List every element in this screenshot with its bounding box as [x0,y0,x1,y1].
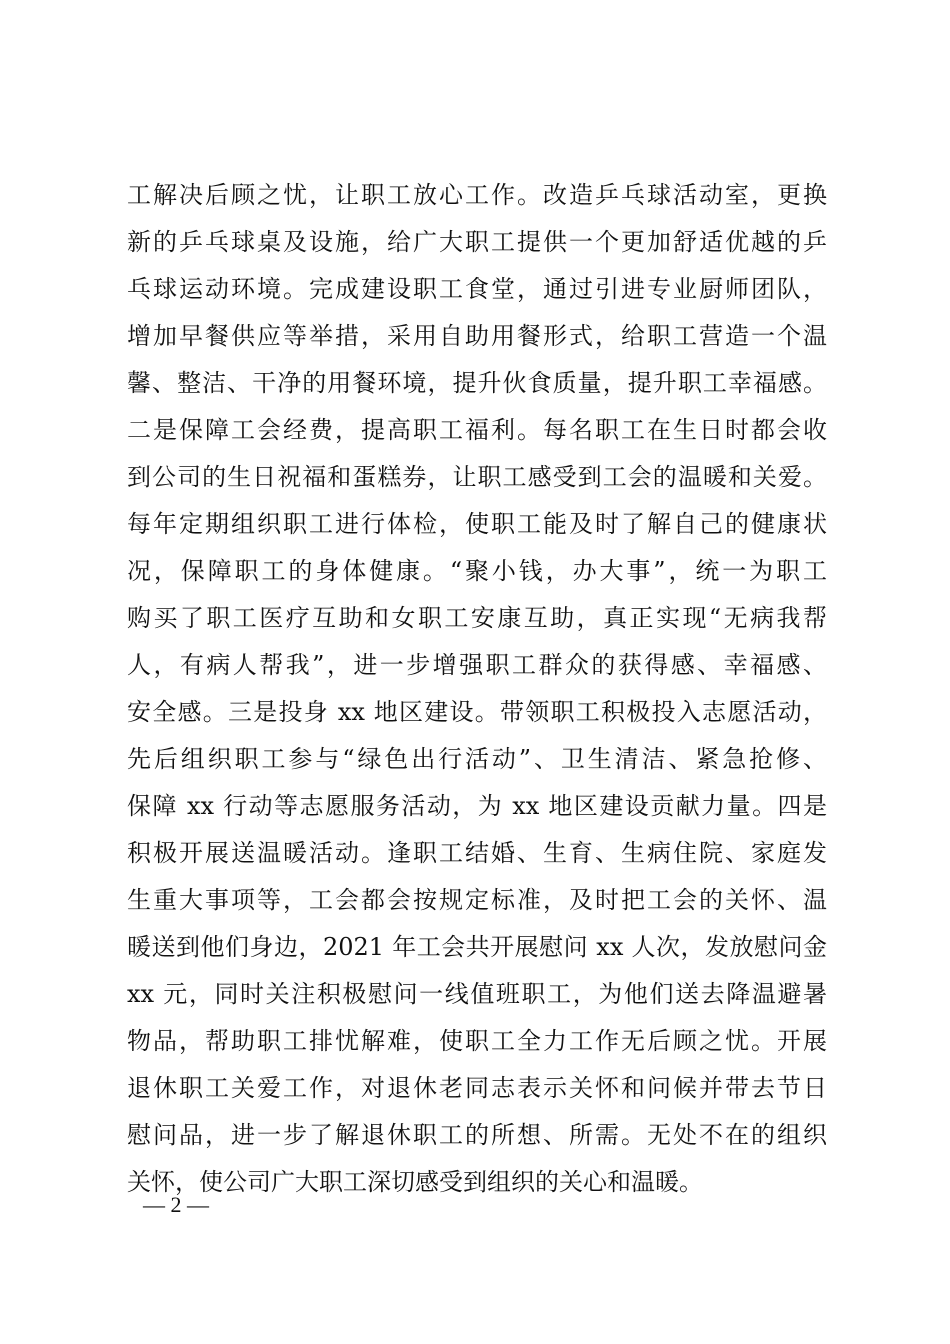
text-line: 到公司的生日祝福和蛋糕券，让职工感受到工会的温暖和关爱。 [127,463,827,491]
text-line: 保障 xx 行动等志愿服务活动，为 xx 地区建设贡献力量。四是 [127,792,827,820]
text-line: 新的乒乓球桌及设施，给广大职工提供一个更加舒适优越的乒 [127,228,827,256]
text-line: 二是保障工会经费，提高职工福利。每名职工在生日时都会收 [127,416,827,444]
body-paragraph [127,172,827,1206]
text-line: 安全感。三是投身 xx 地区建设。带领职工积极投入志愿活动， [127,698,827,726]
text-line: 先后组织职工参与“绿色出行活动”、卫生清洁、紧急抢修、 [127,745,827,773]
text-line: 生重大事项等，工会都会按规定标准，及时把工会的关怀、温 [127,886,827,914]
text-line: 物品，帮助职工排忧解难，使职工全力工作无后顾之忧。开展 [127,1027,827,1055]
text-line: 增加早餐供应等举措，采用自助用餐形式，给职工营造一个温 [127,322,827,350]
text-line: 馨、整洁、干净的用餐环境，提升伙食质量，提升职工幸福感。 [127,369,827,397]
text-line: 人，有病人帮我”，进一步增强职工群众的获得感、幸福感、 [127,651,827,679]
text-line: 乓球运动环境。完成建设职工食堂，通过引进专业厨师团队， [127,275,827,303]
text-line: 积极开展送温暖活动。逢职工结婚、生育、生病住院、家庭发 [127,839,827,867]
text-line: 慰问品，进一步了解退休职工的所想、所需。无处不在的组织 [127,1121,827,1149]
text-line: 购买了职工医疗互助和女职工安康互助，真正实现“无病我帮 [127,604,827,632]
text-line: 关怀，使公司广大职工深切感受到组织的关心和温暖。 [127,1168,703,1196]
text-line: xx 元，同时关注积极慰问一线值班职工，为他们送去降温避暑 [127,980,827,1008]
text-line: 况，保障职工的身体健康。“聚小钱，办大事”，统一为职工 [127,557,827,585]
page-number: — 2 — [143,1192,209,1217]
text-line: 工解决后顾之忧，让职工放心工作。改造乒乓球活动室，更换 [127,181,827,209]
text-line: 暖送到他们身边，2021 年工会共开展慰问 xx 人次，发放慰问金 [127,933,827,961]
text-line: 退休职工关爱工作，对退休老同志表示关怀和问候并带去节日 [127,1074,827,1102]
text-line: 每年定期组织职工进行体检，使职工能及时了解自己的健康状 [127,510,827,538]
